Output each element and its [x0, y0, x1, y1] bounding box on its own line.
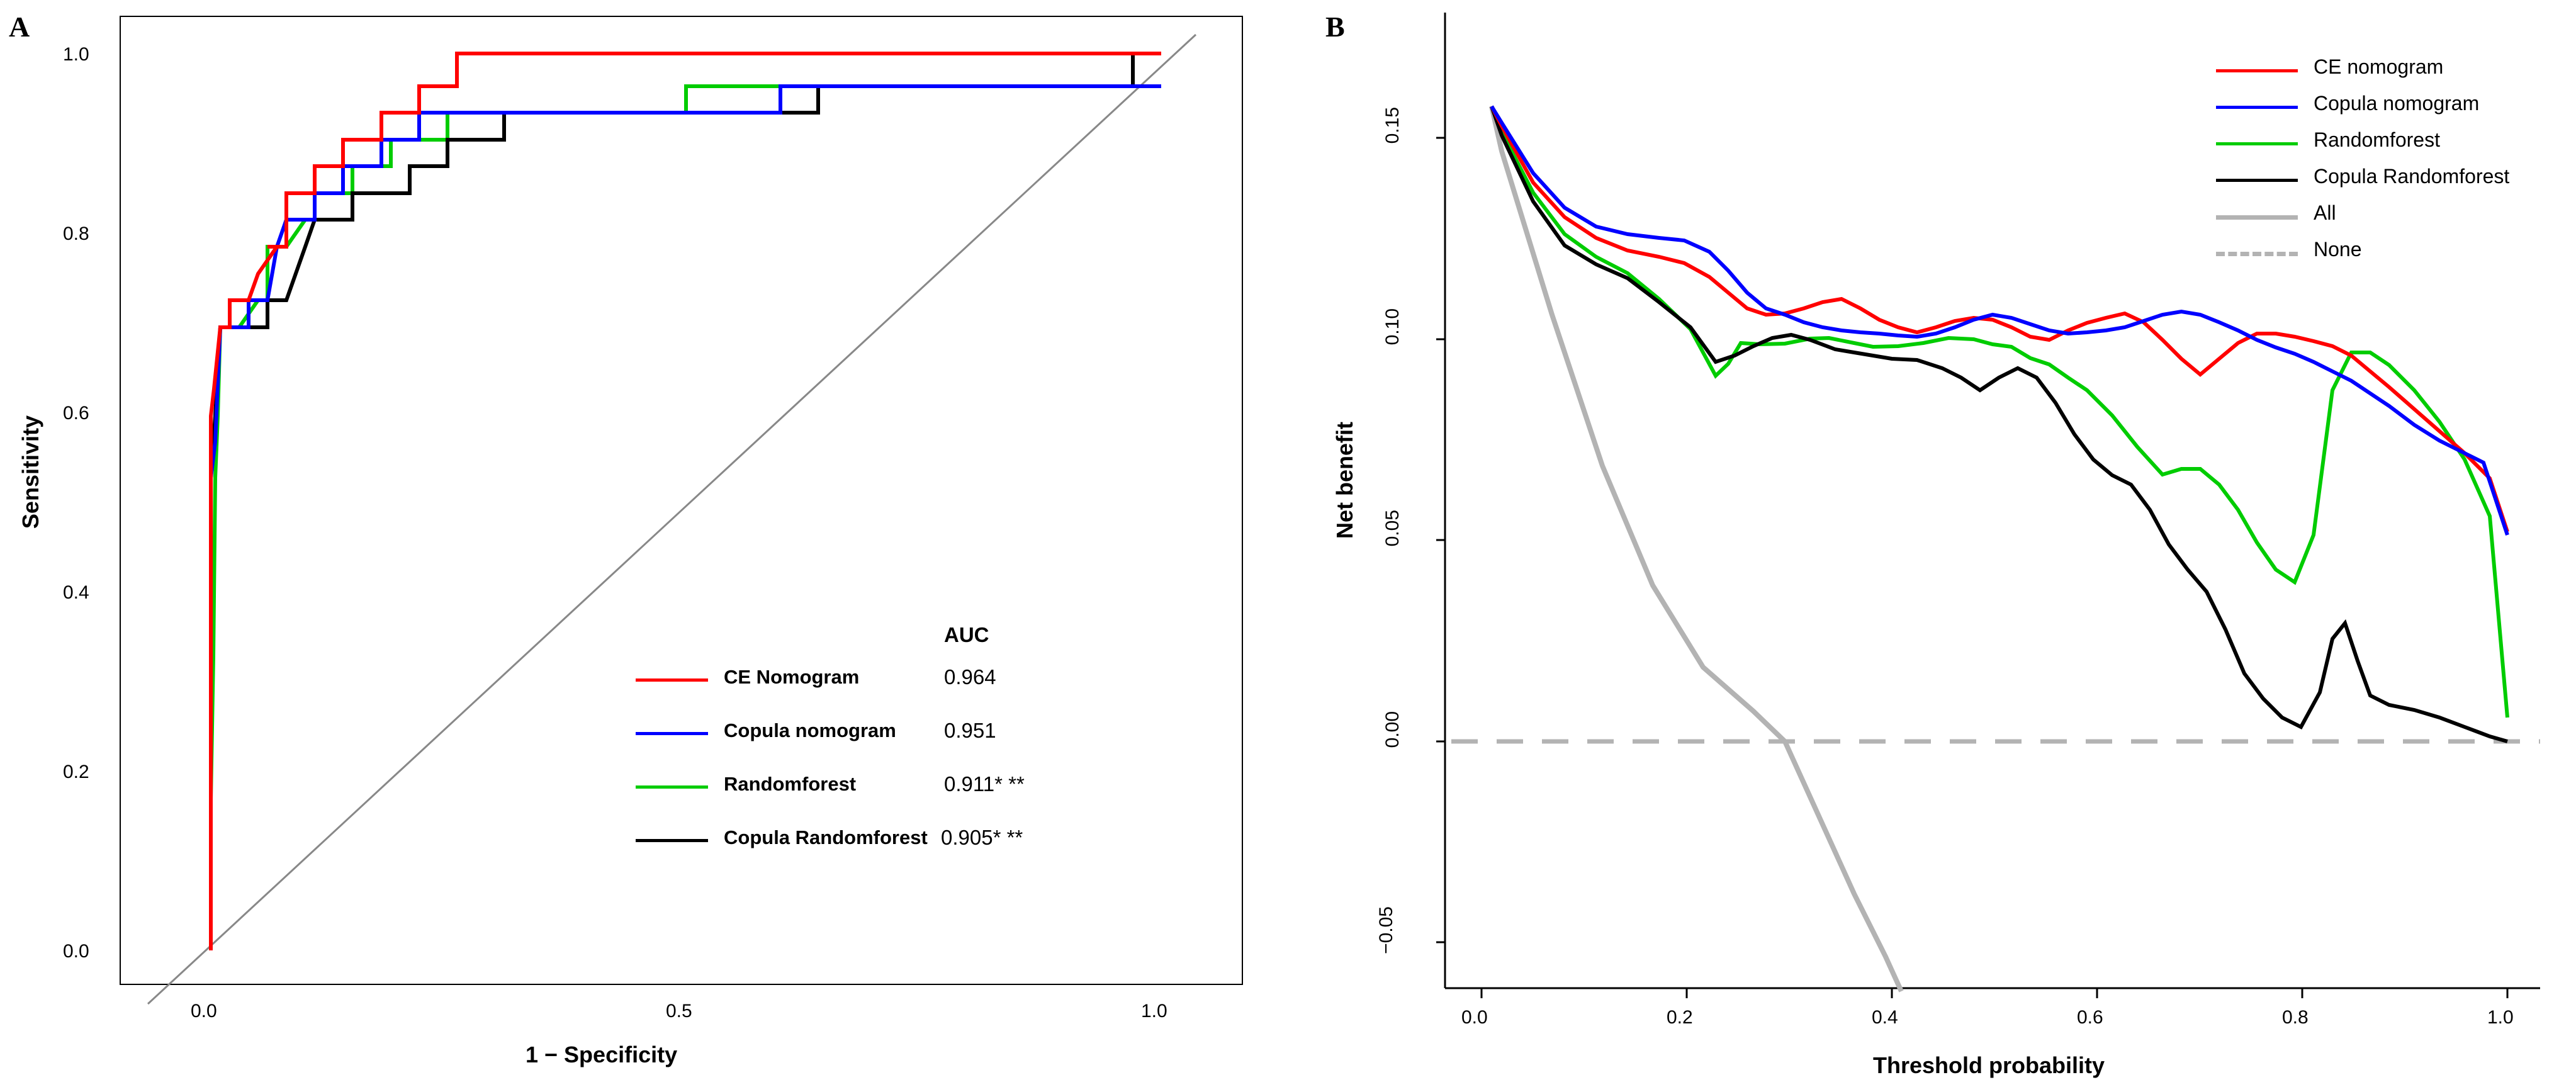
panel-b-ytick-3: 0.10	[1382, 308, 1403, 346]
legend-label-randomforest: Randomforest	[724, 773, 857, 795]
legend-swatch-b-none	[2216, 252, 2298, 256]
legend-label-b-none: None	[2314, 238, 2362, 261]
auc-value-copula-randomforest: 0.905* **	[941, 826, 1023, 849]
panel-b-ytick-1: 0.00	[1382, 711, 1403, 748]
roc-curves	[148, 35, 1196, 1004]
reference-diagonal-line	[148, 35, 1196, 1004]
panel-b-canvas	[1288, 0, 2576, 1092]
panel-a-xlabel: 1 − Specificity	[526, 1042, 678, 1067]
legend-swatch-b-all	[2216, 215, 2298, 220]
legend-label-ce-nomogram: CE Nomogram	[724, 666, 860, 688]
dca-curves	[1451, 106, 2540, 991]
panel-a-ytick-3: 0.6	[63, 403, 89, 424]
auc-header: AUC	[944, 623, 989, 646]
panel-b-xtick-1: 0.2	[1667, 1007, 1693, 1028]
legend-swatch-copula-randomforest	[636, 839, 708, 842]
legend-swatch-b-copula-nomogram	[2216, 106, 2298, 109]
panel-b-letter: B	[1325, 11, 1345, 43]
panel-a-ytick-1: 0.2	[63, 762, 89, 782]
panel-a-ytick-4: 0.8	[63, 223, 89, 244]
panel-b-ytick-4: 0.15	[1382, 107, 1403, 144]
legend-swatch-b-randomforest	[2216, 142, 2298, 145]
dca-line-all	[1492, 106, 1901, 991]
auc-value-randomforest: 0.911* **	[944, 772, 1025, 796]
legend-swatch-b-copula-randomforest	[2216, 179, 2298, 182]
roc-line-randomforest	[211, 53, 1161, 950]
legend-label-b-copula-randomforest: Copula Randomforest	[2314, 165, 2510, 188]
panel-b-xtick-0: 0.0	[1461, 1007, 1488, 1028]
panel-b-ytick-2: 0.05	[1382, 510, 1403, 547]
panel-a-ytick-0: 0.0	[63, 941, 89, 962]
panel-a-xtick-1: 0.5	[666, 1001, 692, 1022]
panel-b-ytick-0: −0.05	[1376, 906, 1397, 954]
auc-value-copula-nomogram: 0.951	[944, 719, 996, 742]
dca-line-randomforest	[1492, 106, 2510, 718]
panel-a-ylabel: Sensitivity	[18, 415, 43, 529]
legend-label-copula-nomogram: Copula nomogram	[724, 719, 896, 741]
panel-a-xtick-0: 0.0	[191, 1001, 217, 1022]
legend-swatch-b-ce-nomogram	[2216, 69, 2298, 72]
legend-label-b-all: All	[2314, 201, 2336, 224]
panel-a-xtick-2: 1.0	[1141, 1001, 1167, 1022]
panel-b-xtick-3: 0.6	[2077, 1007, 2103, 1028]
legend-label-b-ce-nomogram: CE nomogram	[2314, 55, 2444, 78]
panel-b-ylabel: Net benefit	[1332, 422, 1358, 539]
legend-label-b-randomforest: Randomforest	[2314, 128, 2440, 151]
legend-swatch-ce-nomogram	[636, 678, 708, 682]
panel-a-letter: A	[9, 11, 30, 43]
legend-swatch-copula-nomogram	[636, 732, 708, 735]
dca-line-copula-randomforest	[1492, 106, 2510, 741]
panel-b	[1288, 0, 2576, 1092]
panel-b-xtick-4: 0.8	[2282, 1007, 2309, 1028]
panel-b-xtick-2: 0.4	[1872, 1007, 1898, 1028]
panel-a-ytick-5: 1.0	[63, 44, 89, 65]
panel-b-xlabel: Threshold probability	[1873, 1052, 2105, 1078]
legend-swatch-randomforest	[636, 785, 708, 789]
panel-a-ytick-2: 0.4	[63, 582, 89, 603]
panel-b-xtick-5: 1.0	[2487, 1007, 2514, 1028]
legend-label-copula-randomforest: Copula Randomforest	[724, 826, 928, 848]
legend-label-b-copula-nomogram: Copula nomogram	[2314, 92, 2480, 115]
auc-value-ce-nomogram: 0.964	[944, 665, 996, 689]
